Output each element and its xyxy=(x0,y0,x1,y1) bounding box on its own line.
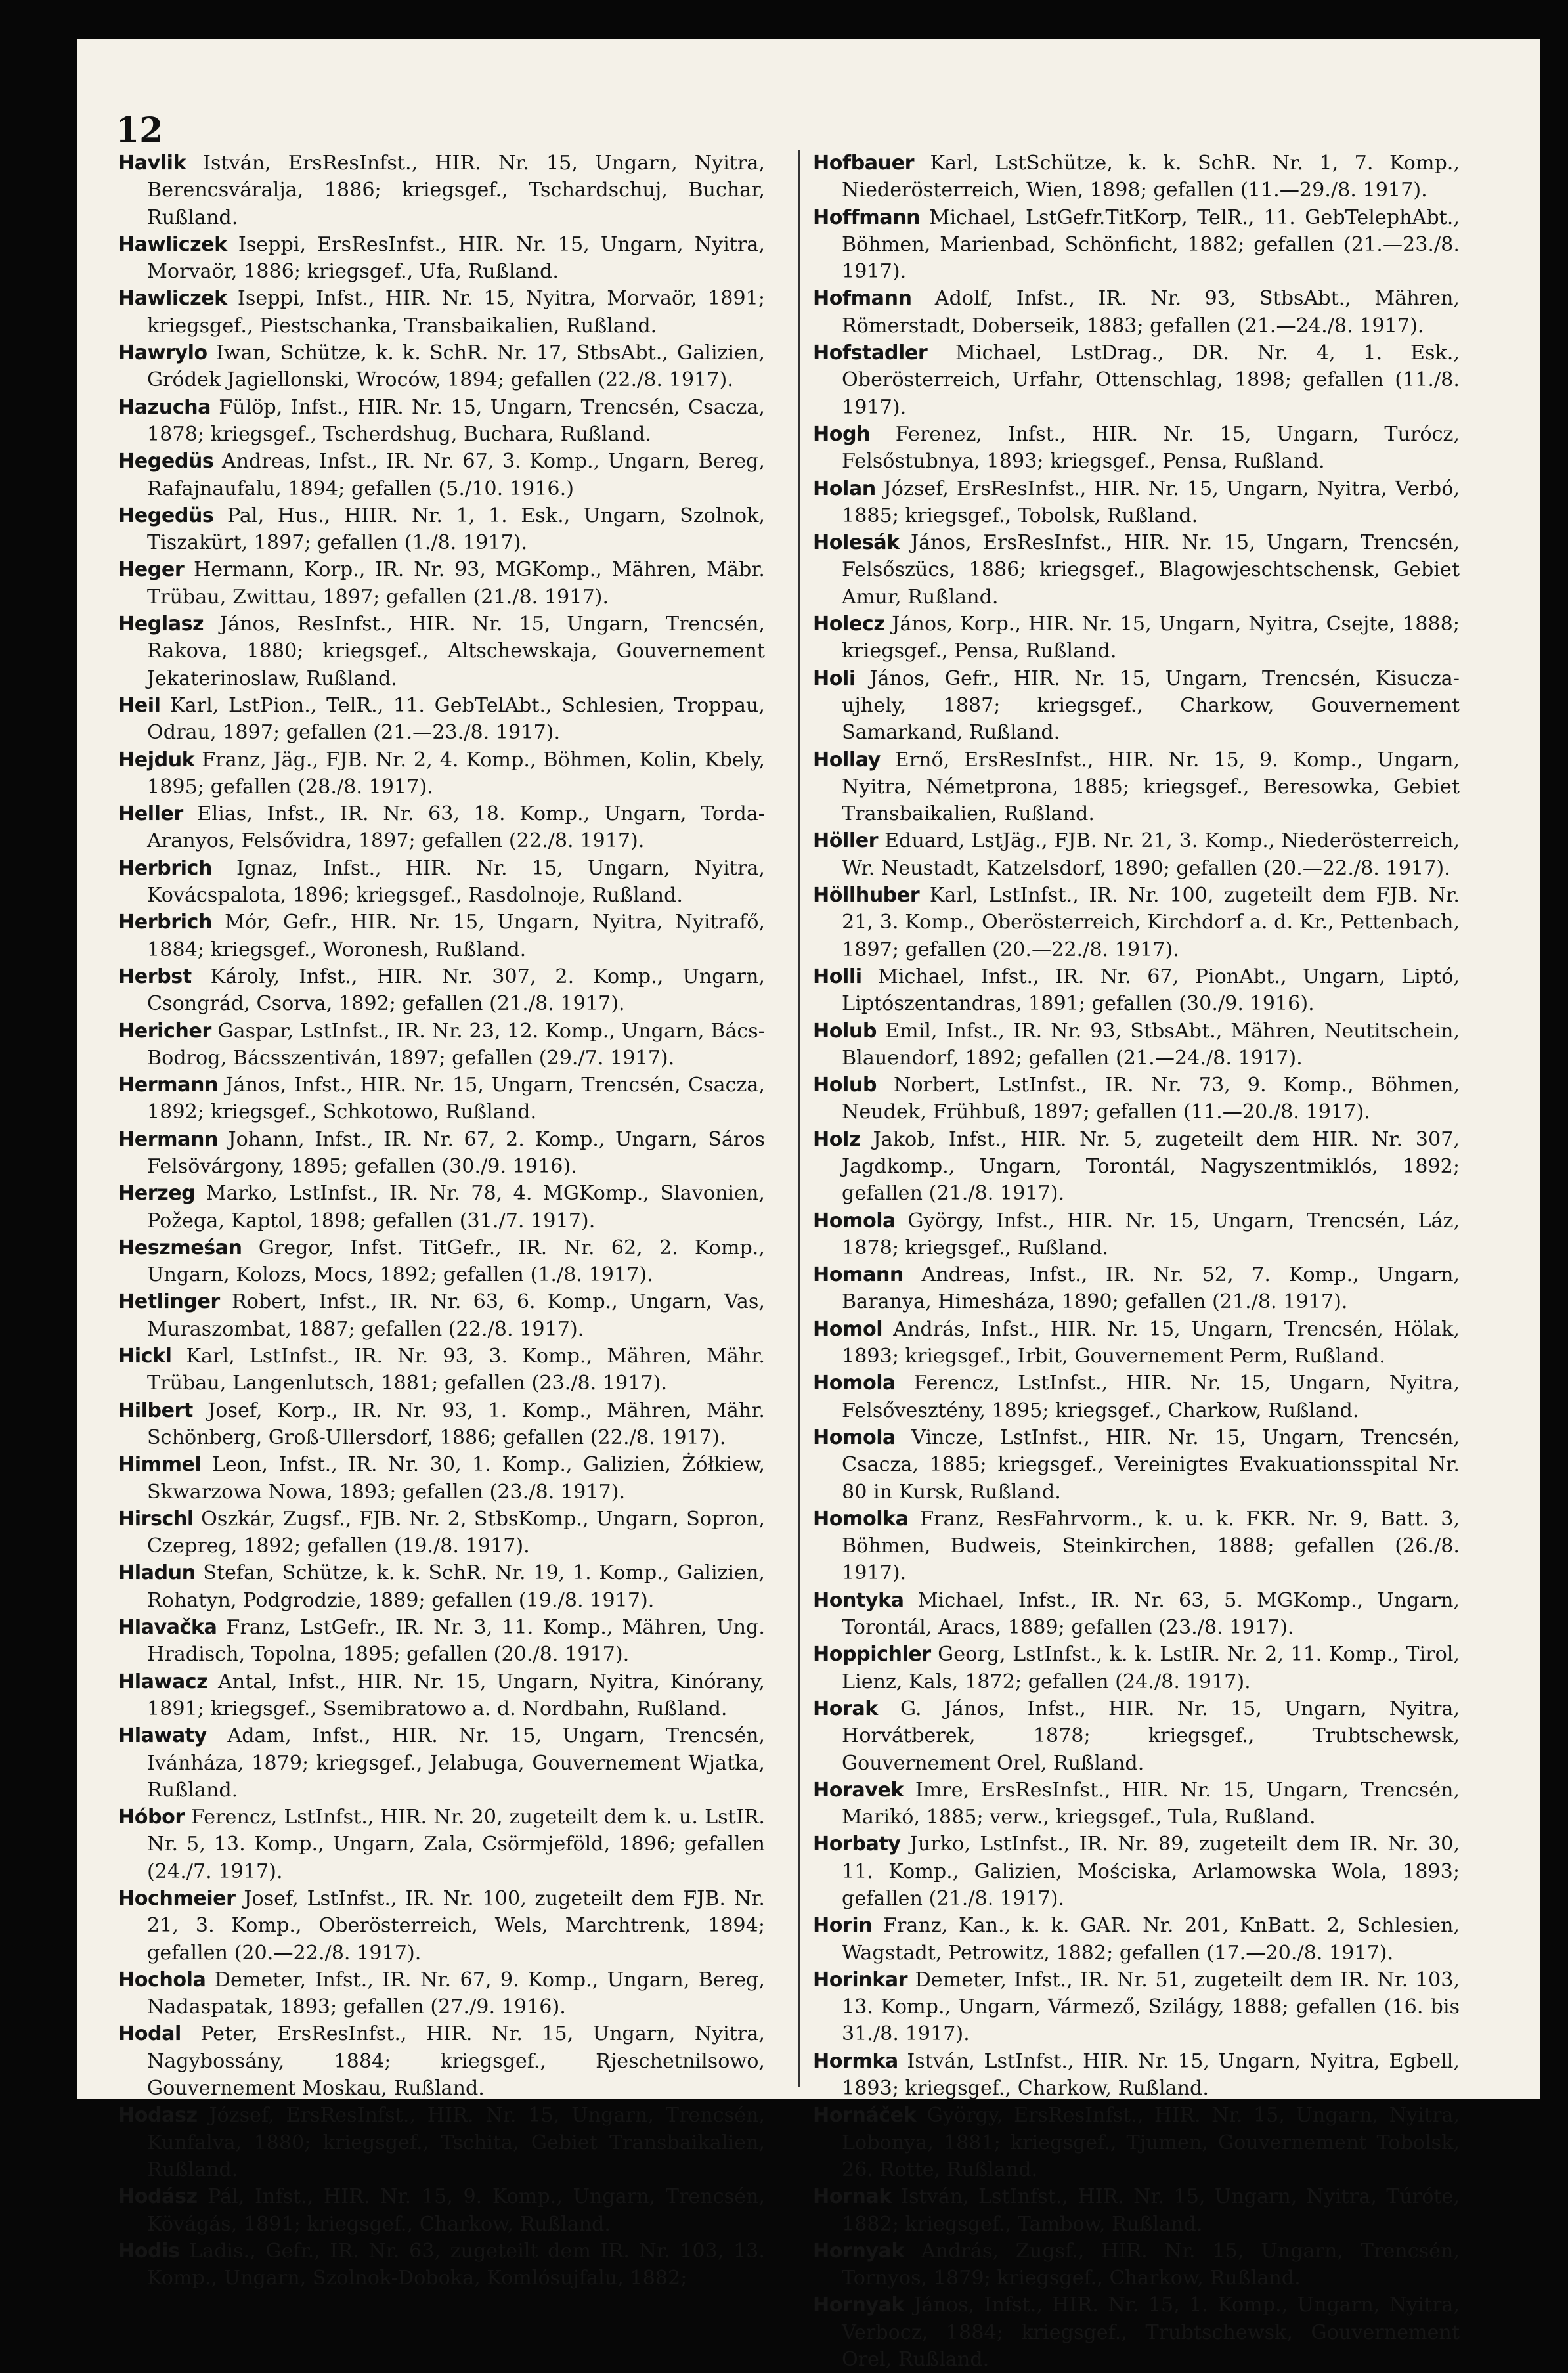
entry-details: Karl, LstSchütze, k. k. SchR. Nr. 1, 7. Komp., Niederösterreich, Wien, 1898; gefallen (11.—29./8. 1917). xyxy=(842,152,1460,202)
right-column xyxy=(813,150,1460,2373)
register-entry xyxy=(118,1506,765,1560)
register-entry xyxy=(118,1126,765,1181)
register-entry xyxy=(813,747,1460,828)
register-entry xyxy=(813,827,1460,882)
entry-surname: Holz xyxy=(813,1127,860,1151)
entry-details: Adolf, Infst., IR. Nr. 93, StbsAbt., Mähren, Römerstadt, Doberseik, 1883; gefallen (21.—24./8. 1917). xyxy=(842,287,1460,337)
entry-surname: Herbrich xyxy=(118,856,212,880)
entry-surname: Herbrich xyxy=(118,911,212,934)
entry-details: Michael, LstDrag., DR. Nr. 4, 1. Esk., Oberösterreich, Urfahr, Ottenschlag, 1898; gefallen (11./8. 1917). xyxy=(842,341,1460,419)
entry-surname: Hermann xyxy=(118,1127,218,1151)
entry-details: Demeter, Infst., IR. Nr. 51, zugeteilt dem IR. Nr. 103, 13. Komp., Ungarn, Vármező, Szilágy, 1888; gefallen (16. bis 31./8. 1917). xyxy=(842,1968,1460,2046)
entry-details: Adam, Infst., HIR. Nr. 15, Ungarn, Trencsén, Ivánháza, 1879; kriegsgef., Jelabuga, Gouvernement Wjatka, Rußland. xyxy=(147,1724,765,1802)
entry-surname: Hetlinger xyxy=(118,1290,220,1314)
entry-surname: Holub xyxy=(813,1074,877,1097)
entry-details: Gaspar, LstInfst., IR. Nr. 23, 12. Komp., Ungarn, Bács-Bodrog, Bácsszentiván, 1897; gefallen (29./7. 1917). xyxy=(147,1019,765,1070)
entry-details: Andreas, Infst., IR. Nr. 52, 7. Komp., Ungarn, Baranya, Himesháza, 1890; gefallen (21./8. 1917). xyxy=(842,1263,1460,1314)
entry-details: János, Infst., HIR. Nr. 15, 1. Komp., Ungarn, Nyitra, Verbocz, 1884; kriegsgef., Trubtschewsk, Gouvernement Orel, Rußland. xyxy=(842,2294,1460,2372)
register-entry xyxy=(813,339,1460,421)
entry-details: Johann, Infst., IR. Nr. 67, 2. Komp., Ungarn, Sáros Felsövárgony, 1895; gefallen (30./9. 1916). xyxy=(147,1127,765,1178)
entry-details: János, ErsResInfst., HIR. Nr. 15, Ungarn, Trencsén, Felsőszücs, 1886; kriegsgef., Blagowjeschtschensk, Gebiet Amur, Rußland. xyxy=(842,531,1460,609)
entry-details: András, Infst., HIR. Nr. 15, Ungarn, Trencsén, Hölak, 1893; kriegsgef., Irbit, Gouvernement Perm, Rußland. xyxy=(842,1317,1460,1368)
entry-details: Iseppi, ErsResInfst., HIR. Nr. 15, Ungarn, Nyitra, Morvaör, 1886; kriegsgef., Ufa, Rußland. xyxy=(147,232,765,284)
entry-surname: Hochmeier xyxy=(118,1887,236,1910)
entry-details: Eduard, LstJäg., FJB. Nr. 21, 3. Komp., Niederösterreich, Wr. Neustadt, Katzelsdorf, 1890; gefallen (20.—22./8. 1917). xyxy=(842,829,1460,880)
entry-surname: Hormka xyxy=(813,2049,898,2073)
entry-surname: Hawrylo xyxy=(118,341,207,365)
register-entry xyxy=(118,1967,765,2021)
entry-details: János, Infst., HIR. Nr. 15, Ungarn, Trencsén, Csacza, 1892; kriegsgef., Schkotowo, Rußland. xyxy=(147,1074,765,1124)
entry-surname: Horak xyxy=(813,1697,878,1720)
entry-surname: Hóbor xyxy=(118,1806,185,1829)
entry-details: Emil, Infst., IR. Nr. 93, StbsAbt., Mähren, Neutitschein, Blauendorf, 1892; gefallen (21.—24./8. 1917). xyxy=(842,1019,1460,1070)
entry-details: Michael, LstGefr.TitKorp, TelR., 11. GebTelephAbt., Böhmen, Marienbad, Schönficht, 1882; gefallen (21.—23./8. 1917). xyxy=(842,206,1460,284)
register-entry xyxy=(813,1018,1460,1072)
entry-details: Robert, Infst., IR. Nr. 63, 6. Komp., Ungarn, Vas, Muraszombat, 1887; gefallen (22./8. 1917). xyxy=(147,1290,765,1341)
register-entry xyxy=(118,692,765,747)
entry-details: Elias, Infst., IR. Nr. 63, 18. Komp., Ungarn, Torda-Aranyos, Felsővidra, 1897; gefallen (22./8. 1917). xyxy=(147,802,765,853)
entry-surname: Horin xyxy=(813,1914,873,1938)
register-entry xyxy=(813,1316,1460,1370)
register-entry xyxy=(813,421,1460,475)
register-entry xyxy=(118,394,765,448)
entry-details: Stefan, Schütze, k. k. SchR. Nr. 19, 1. Komp., Galizien, Rohatyn, Podgrodzie, 1889; gefallen (19./8. 1917). xyxy=(147,1561,765,1612)
entry-surname: Horavek xyxy=(813,1778,904,1802)
register-entry xyxy=(118,909,765,963)
entry-surname: Hlavačka xyxy=(118,1616,217,1640)
register-entry xyxy=(813,1208,1460,1262)
register-entry xyxy=(118,1885,765,1967)
entry-details: István, LstInfst., HIR. Nr. 15, Ungarn, Nyitra, Túróte, 1882; kriegsgef., Tambow, Rußland. xyxy=(842,2185,1460,2236)
entry-details: Karl, LstInfst., IR. Nr. 100, zugeteilt dem FJB. Nr. 21, 3. Komp., Oberösterreich, Kirchdorf a. d. Kr., Pettenbach, 1897; gefallen (20.—22./8. 1917). xyxy=(842,884,1460,961)
register-entry xyxy=(118,747,765,801)
register-entry xyxy=(813,1967,1460,2048)
entry-details: Vincze, LstInfst., HIR. Nr. 15, Ungarn, Trencsén, Csacza, 1885; kriegsgef., Vereinigtes Evakuationsspital Nr. 80 in Kursk, Rußland. xyxy=(842,1426,1460,1504)
entry-details: Michael, Infst., IR. Nr. 67, PionAbt., Ungarn, Liptó, Liptószentandras, 1891; gefallen (30./9. 1916). xyxy=(842,965,1460,1016)
entry-surname: Hlawaty xyxy=(118,1724,207,1748)
entry-surname: Hornáček xyxy=(813,2104,917,2127)
register-entry xyxy=(813,1126,1460,1208)
register-entry xyxy=(813,1072,1460,1126)
register-entry xyxy=(118,285,765,339)
entry-details: Josef, LstInfst., IR. Nr. 100, zugeteilt dem FJB. Nr. 21, 3. Komp., Oberösterreich, Wels, Marchtrenk, 1894; gefallen (20.—22./8. 1917). xyxy=(147,1887,765,1965)
entry-surname: Herzeg xyxy=(118,1182,196,1206)
entry-details: Hermann, Korp., IR. Nr. 93, MGKomp., Mähren, Mäbr. Trübau, Zwittau, 1897; gefallen (21./8. 1917). xyxy=(147,558,765,609)
entry-details: G. János, Infst., HIR. Nr. 15, Ungarn, Nyitra, Horvátberek, 1878; kriegsgef., Trubtschewsk, Gouvernement Orel, Rußland. xyxy=(842,1697,1460,1775)
register-entry xyxy=(813,1370,1460,1424)
entry-details: József, ErsResInfst., HIR. Nr. 15, Ungarn, Trencsén, Kunfalva, 1880; kriegsgef., Tschita, Gebiet Transbaikalien, Rußland. xyxy=(147,2104,765,2181)
register-entry xyxy=(813,150,1460,204)
entry-details: Oszkár, Zugsf., FJB. Nr. 2, StbsKomp., Ungarn, Sopron, Czepreg, 1892; gefallen (19./8. 1917). xyxy=(147,1507,765,1558)
column-divider xyxy=(798,150,800,2087)
entry-surname: Holesák xyxy=(813,531,900,555)
entry-details: Josef, Korp., IR. Nr. 93, 1. Komp., Mähren, Mähr. Schönberg, Groß-Ullersdorf, 1886; gefallen (22./8. 1917). xyxy=(147,1399,765,1449)
entry-details: György, Infst., HIR. Nr. 15, Ungarn, Trencsén, Láz, 1878; kriegsgef., Rußland. xyxy=(842,1209,1460,1259)
register-entry xyxy=(118,2183,765,2238)
entry-details: Andreas, Infst., IR. Nr. 67, 3. Komp., Ungarn, Bereg, Rafajnaufalu, 1894; gefallen (5./10. 1916.) xyxy=(147,450,765,500)
register-entry xyxy=(813,1641,1460,1695)
register-entry xyxy=(118,2020,765,2102)
entry-details: Ferencz, LstInfst., HIR. Nr. 15, Ungarn, Nyitra, Felsővesztény, 1895; kriegsgef., Charkow, Rußland. xyxy=(842,1372,1460,1422)
entry-details: István, LstInfst., HIR. Nr. 15, Ungarn, Nyitra, Egbell, 1893; kriegsgef., Charkow, Rußland. xyxy=(842,2049,1460,2101)
entry-surname: Hontyka xyxy=(813,1588,904,1612)
entry-details: Fülöp, Infst., HIR. Nr. 15, Ungarn, Trencsén, Csacza, 1878; kriegsgef., Tscherdshug, Buchara, Rußland. xyxy=(147,395,765,446)
entry-details: János, Korp., HIR. Nr. 15, Ungarn, Nyitra, Csejte, 1888; kriegsgef., Pensa, Rußland. xyxy=(842,613,1460,663)
register-entry xyxy=(813,204,1460,286)
document-page xyxy=(77,39,1540,2372)
entry-surname: Heil xyxy=(118,693,161,717)
register-entry xyxy=(118,800,765,855)
entry-details: Michael, Infst., IR. Nr. 63, 5. MGKomp., Ungarn, Torontál, Aracs, 1889; gefallen (23./8. 1917). xyxy=(842,1588,1460,1640)
entry-details: Karl, LstPion., TelR., 11. GebTelAbt., Schlesien, Troppau, Odrau, 1897; gefallen (21.—23./8. 1917). xyxy=(147,693,765,745)
entry-surname: Hornyak xyxy=(813,2239,905,2263)
register-entry xyxy=(118,231,765,286)
entry-surname: Hawliczek xyxy=(118,232,227,256)
entry-details: János, ResInfst., HIR. Nr. 15, Ungarn, Trencsén, Rakova, 1880; kriegsgef., Altschewskaja, Gouvernement Jekaterinoslaw, Rußland. xyxy=(147,613,765,690)
entry-details: János, Gefr., HIR. Nr. 15, Ungarn, Trencsén, Kisucza-ujhely, 1887; kriegsgef., Charkow, Gouvernement Samarkand, Rußland. xyxy=(842,666,1460,745)
entry-surname: Havlik xyxy=(118,152,186,175)
register-entry xyxy=(813,665,1460,747)
entry-details: György, ErsResInfst., HIR. Nr. 15, Ungarn, Nyitra, Lobonya, 1881; kriegsgef., Tjumen, Gouvernement Tobolsk, 26. Rotte, Rußland. xyxy=(842,2104,1460,2181)
entry-surname: Hornak xyxy=(813,2185,892,2209)
entry-surname: Heszmeśan xyxy=(118,1236,242,1259)
entry-surname: Heglasz xyxy=(118,613,204,636)
entry-surname: Hodász xyxy=(118,2185,198,2209)
entry-details: Norbert, LstInfst., IR. Nr. 73, 9. Komp., Böhmen, Neudek, Frühbuß, 1897; gefallen (11.—20./8. 1917). xyxy=(842,1074,1460,1124)
entry-surname: Hladun xyxy=(118,1561,196,1585)
entry-details: Franz, LstGefr., IR. Nr. 3, 11. Komp., Mähren, Ung. Hradisch, Topolna, 1895; gefallen (20./8. 1917). xyxy=(147,1616,765,1666)
register-entry xyxy=(118,1722,765,1804)
entry-details: Franz, Jäg., FJB. Nr. 2, 4. Komp., Böhmen, Kolin, Kbely, 1895; gefallen (28./8. 1917). xyxy=(147,748,765,798)
entry-surname: Hofbauer xyxy=(813,152,914,175)
register-entry xyxy=(813,1695,1460,1777)
register-entry xyxy=(813,529,1460,611)
entry-surname: Hickl xyxy=(118,1345,172,1368)
register-entry xyxy=(813,2048,1460,2102)
entry-surname: Himmel xyxy=(118,1453,202,1477)
register-entry xyxy=(813,475,1460,530)
entry-surname: Homol xyxy=(813,1317,883,1341)
register-entry xyxy=(118,611,765,692)
entry-details: Georg, LstInfst., k. k. LstIR. Nr. 2, 11. Komp., Tirol, Lienz, Kals, 1872; gefallen (24./8. 1917). xyxy=(842,1643,1460,1693)
entry-details: Gregor, Infst. TitGefr., IR. Nr. 62, 2. Komp., Ungarn, Kolozs, Mocs, 1892; gefallen (1./8. 1917). xyxy=(147,1236,765,1287)
register-entry xyxy=(813,1831,1460,1912)
entry-details: Peter, ErsResInfst., HIR. Nr. 15, Ungarn, Nyitra, Nagybossány, 1884; kriegsgef., Rjeschetnilsowo, Gouvernement Moskau, Rußland. xyxy=(147,2022,765,2101)
entry-surname: Höllhuber xyxy=(813,884,920,907)
entry-surname: Horbaty xyxy=(813,1833,901,1856)
register-entry xyxy=(118,1072,765,1126)
entry-details: Károly, Infst., HIR. Nr. 307, 2. Komp., Ungarn, Csongrád, Csorva, 1892; gefallen (21./8. 1917). xyxy=(147,965,765,1016)
register-entry xyxy=(813,1261,1460,1316)
register-entry xyxy=(118,2102,765,2183)
register-entry xyxy=(813,2238,1460,2292)
entry-details: András, Zugsf., HIR. Nr. 15, Ungarn, Trencsén, Tornyos, 1879; kriegsgef., Charkow, Rußland. xyxy=(842,2239,1460,2290)
entry-details: Franz, Kan., k. k. GAR. Nr. 201, KnBatt. 2, Schlesien, Wagstadt, Petrowitz, 1882; gefallen (17.—20./8. 1917). xyxy=(842,1914,1460,1965)
register-entry xyxy=(813,1777,1460,1831)
entry-details: Imre, ErsResInfst., HIR. Nr. 15, Ungarn, Trencsén, Marikó, 1885; verw., kriegsgef., Tula, Rußland. xyxy=(842,1778,1460,1829)
entry-surname: Homola xyxy=(813,1426,896,1449)
entry-surname: Heger xyxy=(118,558,185,582)
register-entry xyxy=(118,1234,765,1289)
entry-surname: Heller xyxy=(118,802,183,826)
entry-surname: Hollay xyxy=(813,748,881,772)
register-entry xyxy=(118,1397,765,1452)
entry-details: Pál, Infst., HIR. Nr. 15, 9. Komp., Ungarn, Trencsén, Kövágás, 1891; kriegsgef., Charkow, Rußland. xyxy=(147,2185,766,2236)
entry-details: Ferencz, LstInfst., HIR. Nr. 20, zugeteilt dem k. u. LstIR. Nr. 5, 13. Komp., Ungarn, Zala, Csörmjeföld, 1896; gefallen (24./7. 1917). xyxy=(147,1806,765,1883)
entry-surname: Hofmann xyxy=(813,287,912,311)
entry-details: Ladis., Gefr., IR. Nr. 63, zugeteilt dem IR. Nr. 103, 13. Komp., Ungarn, Szolnok-Doboka, Komlósujfalu, 1882; xyxy=(147,2239,765,2290)
entry-surname: Hermann xyxy=(118,1074,218,1097)
entry-surname: Holan xyxy=(813,477,876,500)
entry-details: István, ErsResInfst., HIR. Nr. 15, Ungarn, Nyitra, Berencsváralja, 1886; kriegsgef., Tschardschuj, Buchar, Rußland. xyxy=(147,152,765,229)
entry-surname: Holli xyxy=(813,965,862,988)
register-entry xyxy=(813,882,1460,963)
entry-details: Iseppi, Infst., HIR. Nr. 15, Nyitra, Morvaör, 1891; kriegsgef., Piestschanka, Transbaikalien, Rußland. xyxy=(147,287,765,337)
entry-surname: Holub xyxy=(813,1019,877,1043)
register-entry xyxy=(118,1668,765,1723)
entry-details: Karl, LstInfst., IR. Nr. 93, 3. Komp., Mähren, Mähr. Trübau, Langenlutsch, 1881; gefallen (23./8. 1917). xyxy=(147,1345,765,1395)
register-entry xyxy=(118,1559,765,1614)
register-entry xyxy=(118,502,765,557)
entry-details: Demeter, Infst., IR. Nr. 67, 9. Komp., Ungarn, Bereg, Nadaspatak, 1893; gefallen (27./9. 1916). xyxy=(147,1968,765,2019)
register-entry xyxy=(118,963,765,1018)
entry-surname: Hazucha xyxy=(118,395,211,419)
register-entry xyxy=(118,2238,765,2292)
entry-details: Jakob, Infst., HIR. Nr. 5, zugeteilt dem HIR. Nr. 307, Jagdkomp., Ungarn, Torontál, Nagyszentmiklós, 1892; gefallen (21./8. 1917). xyxy=(842,1127,1460,1206)
entry-surname: Horinkar xyxy=(813,1968,908,1992)
entry-details: Antal, Infst., HIR. Nr. 15, Ungarn, Nyitra, Kinórany, 1891; kriegsgef., Ssemibratowo a. d. Nordbahn, Rußland. xyxy=(147,1670,765,1720)
page-number: 12 xyxy=(116,110,163,150)
entry-surname: Holi xyxy=(813,666,856,690)
entry-surname: Hejduk xyxy=(118,748,195,772)
entry-details: Ignaz, Infst., HIR. Nr. 15, Ungarn, Nyitra, Kovácspalota, 1896; kriegsgef., Rasdolnoje, Rußland. xyxy=(147,856,765,907)
entry-surname: Homola xyxy=(813,1372,896,1395)
entry-details: Pal, Hus., HIIR. Nr. 1, 1. Esk., Ungarn, Szolnok, Tiszakürt, 1897; gefallen (1./8. 1917). xyxy=(147,504,765,555)
register-entry xyxy=(118,1804,765,1885)
entry-surname: Hochola xyxy=(118,1968,206,1992)
entry-surname: Hoppichler xyxy=(813,1643,931,1666)
entry-surname: Homolka xyxy=(813,1507,909,1531)
register-entry xyxy=(118,150,765,231)
left-column xyxy=(118,150,765,2292)
register-entry xyxy=(118,1018,765,1072)
entry-surname: Herbst xyxy=(118,965,192,988)
register-entry xyxy=(813,2292,1460,2373)
register-entry xyxy=(118,339,765,394)
entry-surname: Hirschl xyxy=(118,1507,194,1531)
register-entry xyxy=(118,855,765,909)
register-entry xyxy=(813,963,1460,1018)
entry-details: Marko, LstInfst., IR. Nr. 78, 4. MGKomp., Slavonien, Požega, Kaptol, 1898; gefallen (31./7. 1917). xyxy=(147,1182,765,1232)
entry-surname: Hilbert xyxy=(118,1399,193,1422)
entry-surname: Homann xyxy=(813,1263,904,1287)
entry-details: Leon, Infst., IR. Nr. 30, 1. Komp., Galizien, Żółkiew, Skwarzowa Nowa, 1893; gefallen (23./8. 1917). xyxy=(147,1453,765,1504)
entry-details: Ernő, ErsResInfst., HIR. Nr. 15, 9. Komp., Ungarn, Nyitra, Németprona, 1885; kriegsgef., Beresowka, Gebiet Transbaikalien, Rußland. xyxy=(842,748,1460,826)
entry-surname: Hegedüs xyxy=(118,504,214,527)
entry-details: Iwan, Schütze, k. k. SchR. Nr. 17, StbsAbt., Galizien, Gródek Jagiellonski, Wroców, 1894; gefallen (22./8. 1917). xyxy=(147,341,765,392)
entry-surname: Hogh xyxy=(813,422,871,446)
register-entry xyxy=(118,556,765,611)
register-entry xyxy=(813,2102,1460,2183)
register-entry xyxy=(813,285,1460,339)
register-entry xyxy=(813,2183,1460,2238)
entry-surname: Hegedüs xyxy=(118,450,214,473)
entry-surname: Hericher xyxy=(118,1019,211,1043)
entry-surname: Hofstadler xyxy=(813,341,928,365)
entry-details: József, ErsResInfst., HIR. Nr. 15, Ungarn, Nyitra, Verbó, 1885; kriegsgef., Tobolsk, Rußland. xyxy=(842,477,1460,527)
register-entry xyxy=(118,1180,765,1234)
register-entry xyxy=(813,1506,1460,1587)
entry-details: Franz, ResFahrvorm., k. u. k. FKR. Nr. 9, Batt. 3, Böhmen, Budweis, Steinkirchen, 1888; gefallen (26./8. 1917). xyxy=(842,1507,1460,1585)
register-entry xyxy=(813,1912,1460,1967)
entry-surname: Höller xyxy=(813,829,879,853)
register-entry xyxy=(118,1343,765,1397)
entry-surname: Homola xyxy=(813,1209,896,1232)
entry-details: Mór, Gefr., HIR. Nr. 15, Ungarn, Nyitra, Nyitrafő, 1884; kriegsgef., Woronesh, Rußland. xyxy=(147,911,765,961)
register-entry xyxy=(118,448,765,502)
register-entry xyxy=(813,1587,1460,1642)
entry-surname: Hornyak xyxy=(813,2294,905,2317)
register-entry xyxy=(118,1614,765,1668)
register-entry xyxy=(118,1451,765,1506)
entry-surname: Hodasz xyxy=(118,2104,198,2127)
register-entry xyxy=(813,611,1460,665)
entry-surname: Hoffmann xyxy=(813,206,921,229)
entry-details: Ferenez, Infst., HIR. Nr. 15, Ungarn, Turócz, Felsőstubnya, 1893; kriegsgef., Pensa, Rußland. xyxy=(842,422,1460,473)
register-entry xyxy=(118,1288,765,1343)
entry-surname: Hodal xyxy=(118,2022,181,2046)
register-entry xyxy=(813,1424,1460,1506)
entry-surname: Hodis xyxy=(118,2239,180,2263)
entry-surname: Holecz xyxy=(813,613,885,636)
entry-surname: Hawliczek xyxy=(118,287,227,311)
entry-details: Jurko, LstInfst., IR. Nr. 89, zugeteilt dem IR. Nr. 30, 11. Komp., Galizien, Mościska, Arlamowska Wola, 1893; gefallen (21./8. 1917). xyxy=(842,1833,1460,1910)
entry-surname: Hlawacz xyxy=(118,1670,208,1693)
